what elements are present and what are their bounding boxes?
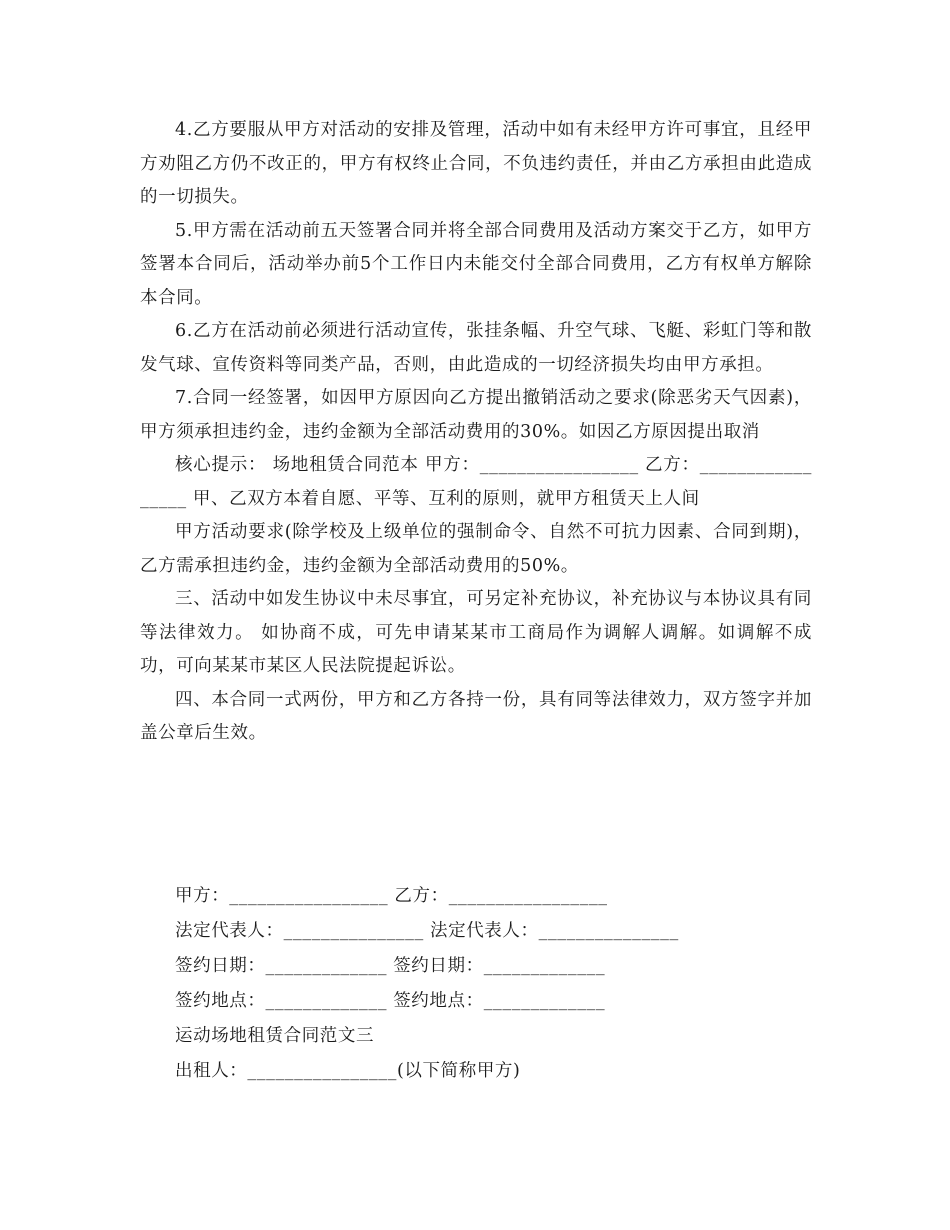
signing-date-line: 签约日期：_____________ 签约日期：_____________: [175, 956, 606, 976]
clause-6: 6.乙方在活动前必须进行活动宣传，张挂条幅、升空气球、飞艇、彩虹门等和散发气球、宣传资料等同类产品，否则，由此造成的一切经济损失均由甲方承担。: [140, 321, 812, 375]
section-three: 三、活动中如发生协议中未尽事宜，可另定补充协议，补充协议与本协议具有同等法律效力。 如协商不成，可先申请某某市工商局作为调解人调解。如调解不成功，可向某某市某区人民法院提起诉讼。: [140, 589, 812, 676]
section-heading: 运动场地租赁合同范文三: [175, 1026, 375, 1046]
clause-4: 4.乙方要服从甲方对活动的安排及管理，活动中如有未经甲方许可事宜，且经甲方劝阻乙方仍不改正的，甲方有权终止合同，不负违约责任，并由乙方承担由此造成的一切损失。: [140, 120, 812, 207]
signature-block: [140, 879, 812, 1089]
contract-body: [140, 114, 812, 751]
lessor-line: 出租人：________________(以下简称甲方): [175, 1061, 521, 1081]
signing-place-line: 签约地点：_____________ 签约地点：_____________: [175, 991, 606, 1011]
party-a-requirement: 甲方活动要求(除学校及上级单位的强制命令、自然不可抗力因素、合同到期)，乙方需承担违约金，违约金额为全部活动费用的50%。: [140, 522, 812, 576]
clause-7: 7.合同一经签署，如因甲方原因向乙方提出撤销活动之要求(除恶劣天气因素)，甲方须承担违约金，违约金额为全部活动费用的30%。如因乙方原因提出取消: [140, 388, 812, 442]
section-four: 四、本合同一式两份，甲方和乙方各持一份，具有同等法律效力，双方签字并加盖公章后生效。: [140, 689, 812, 743]
clause-5: 5.甲方需在活动前五天签署合同并将全部合同费用及活动方案交于乙方，如甲方签署本合同后，活动举办前5个工作日内未能交付全部合同费用，乙方有权单方解除本合同。: [140, 220, 812, 308]
party-names-line: 甲方：_________________ 乙方：_________________: [175, 886, 608, 906]
legal-representative-line: 法定代表人：_______________ 法定代表人：_______________: [175, 921, 679, 941]
core-tip: 核心提示： 场地租赁合同范本 甲方：_________________ 乙方：_________________ 甲、乙双方本着自愿、平等、互利的原则，就甲方租赁天上人间: [140, 455, 812, 509]
